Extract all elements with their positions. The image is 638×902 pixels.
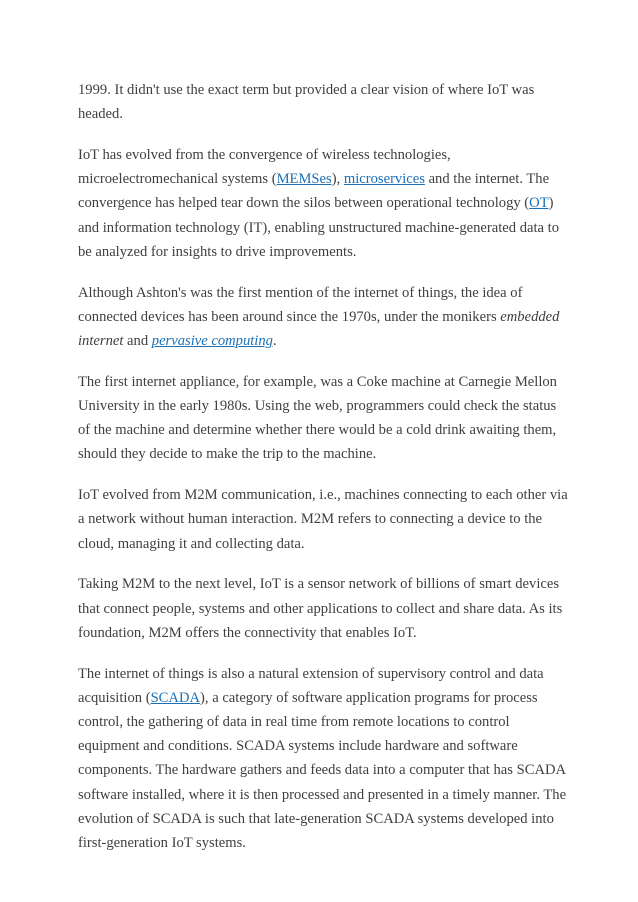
link-pervasive-computing[interactable]: pervasive computing [151, 333, 273, 350]
paragraph-text: ) and information technology (IT), enabling unstructured machine-generated data to be analyzed for insights to drive improvements. [78, 195, 560, 260]
paragraph-text: IoT evolved from M2M communication, i.e., machines connecting to each other via a network without human interaction. M2M refers to connecting a device to the cloud, managing it and collecting data. [78, 487, 568, 552]
paragraph-connected-devices [78, 281, 570, 354]
paragraph-text: . [272, 333, 277, 350]
paragraph-text: Although Ashton's was the first mention of the internet of things, the idea of connected devices has been around since the 1970s, under the monikers [78, 284, 523, 325]
paragraph-scada [78, 662, 570, 856]
paragraph-m2m [78, 483, 570, 556]
paragraph-text: IoT has evolved from the convergence of wireless technologies, microelectromechanical systems ( [78, 147, 451, 188]
paragraph-text: and [123, 333, 152, 350]
paragraph-text: ), [331, 171, 344, 188]
link-microservices[interactable]: microservices [343, 171, 425, 188]
emphasis-embedded-internet: embedded internet [78, 308, 560, 350]
link-memses[interactable]: MEMSes [276, 171, 332, 188]
paragraph-history-intro [78, 78, 570, 126]
link-scada[interactable]: SCADA [150, 689, 201, 706]
paragraph-text: ), a category of software application programs for process control, the gathering of data in real time from remote locations to control equipment and conditions. SCADA systems include hardware and software components. The hardware gathers and feeds data into a computer that has SCADA software installed, where it is then processed and presented in a timely manner. The evolution of SCADA is such that late-generation SCADA systems developed into first-generation IoT systems. [78, 689, 567, 852]
paragraph-convergence [78, 143, 570, 264]
paragraph-sensor-network [78, 572, 570, 645]
link-ot[interactable]: OT [529, 195, 549, 212]
paragraph-text: 1999. It didn't use the exact term but provided a clear vision of where IoT was headed. [78, 82, 535, 123]
paragraph-text: The internet of things is also a natural extension of supervisory control and data acquisition ( [78, 665, 544, 706]
document-page [78, 78, 570, 872]
paragraph-text: Taking M2M to the next level, IoT is a sensor network of billions of smart devices that connect people, systems and other applications to collect and share data. As its foundation, M2M offers the connectivity that enables IoT. [78, 576, 563, 641]
paragraph-text: The first internet appliance, for example, was a Coke machine at Carnegie Mellon University in the early 1980s. Using the web, programmers could check the status of the machine and determine whether there would be a cold drink awaiting them, should they decide to make the trip to the machine. [78, 373, 557, 463]
paragraph-coke-machine [78, 370, 570, 467]
paragraph-text: and the internet. The convergence has helped tear down the silos between operational technology ( [78, 171, 550, 212]
